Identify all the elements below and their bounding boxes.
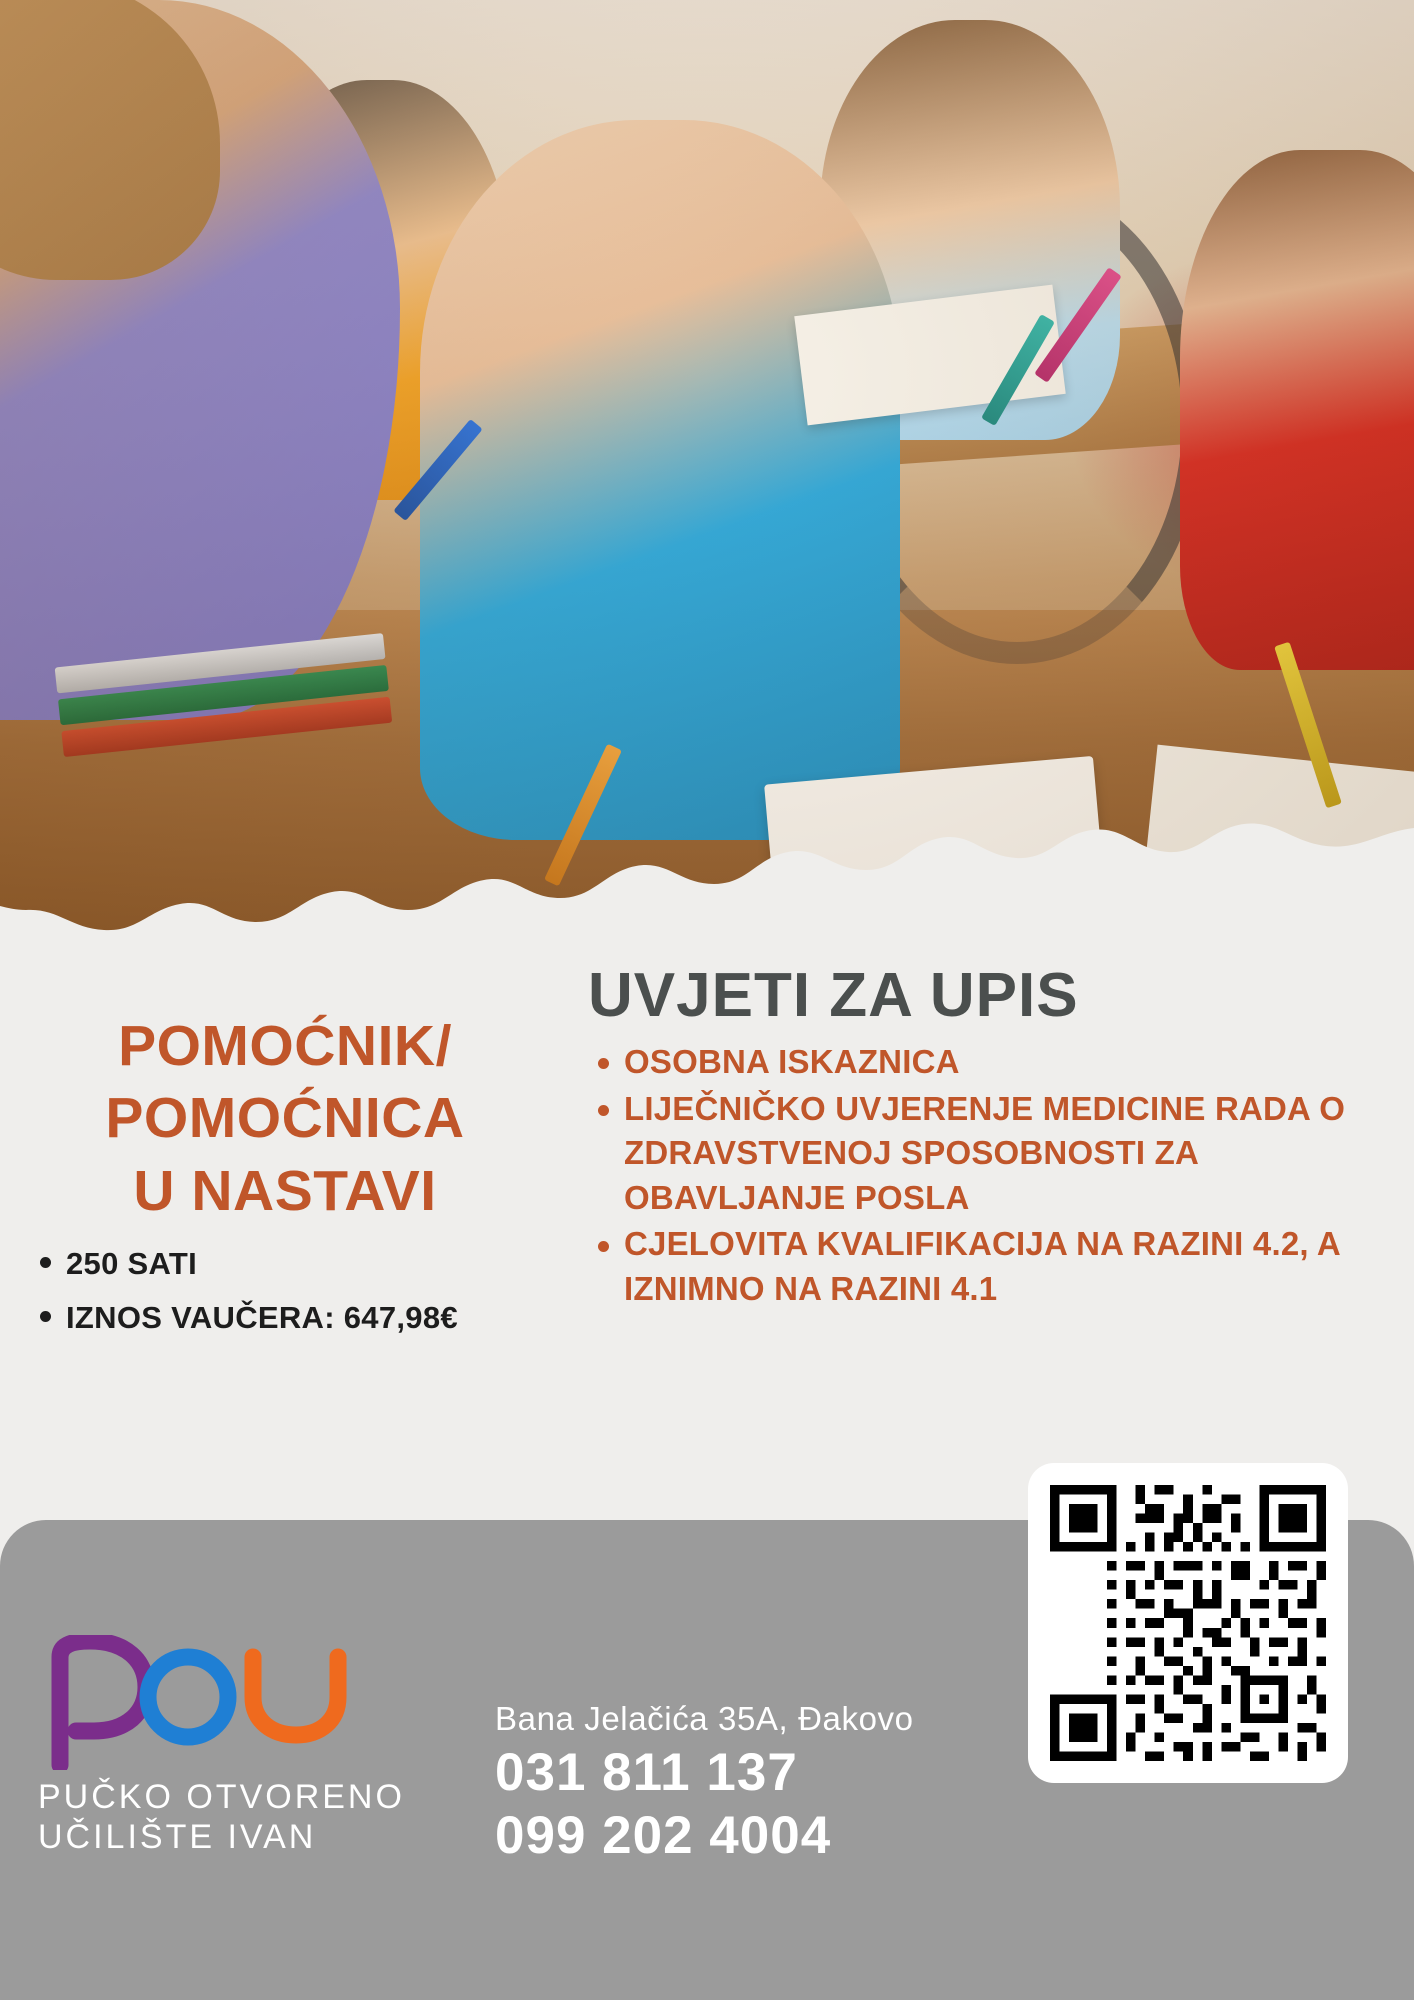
organization-name	[38, 1777, 458, 1857]
list-item: 250 SATI	[66, 1240, 570, 1288]
list-item: OSOBNA ISKAZNICA	[624, 1040, 1388, 1085]
contact-block	[495, 1700, 914, 1867]
qr-code-icon[interactable]	[1050, 1485, 1326, 1761]
photo-overlay	[0, 0, 1414, 940]
pou-logo-icon	[38, 1635, 438, 1770]
program-details	[30, 1240, 570, 1348]
list-item: LIJEČNIČKO UVJERENJE MEDICINE RADA O ZDRAVSTVENOJ SPOSOBNOSTI ZA OBAVLJANJE POSLA	[624, 1087, 1388, 1221]
organization-name-line-2: UČILIŠTE IVAN	[38, 1818, 317, 1857]
organization-logo	[38, 1635, 458, 1857]
classroom-photo	[0, 0, 1414, 940]
admission-requirements-list	[588, 1040, 1388, 1311]
admission-heading: UVJETI ZA UPIS	[588, 961, 1079, 1030]
program-title-line-2: POMOĆNICA	[105, 1086, 465, 1151]
content-band	[0, 940, 1414, 1520]
list-item: IZNOS VAUČERA: 647,98€	[66, 1294, 570, 1342]
program-title-block	[20, 1010, 550, 1227]
program-title-line-3: U NASTAVI	[133, 1158, 437, 1223]
organization-name-line-1: PUČKO OTVORENO	[38, 1778, 405, 1816]
admission-block	[588, 962, 1388, 1313]
qr-code-card[interactable]	[1028, 1463, 1348, 1783]
address-text: Bana Jelačića 35A, Đakovo	[495, 1700, 914, 1737]
phone-number-1[interactable]: 031 811 137	[495, 1743, 798, 1802]
phone-number-2[interactable]: 099 202 4004	[495, 1805, 832, 1865]
program-title	[20, 1010, 550, 1227]
program-title-line-1: POMOĆNIK/	[118, 1014, 452, 1078]
list-item: CJELOVITA KVALIFIKACIJA NA RAZINI 4.2, A IZNIMNO NA RAZINI 4.1	[624, 1222, 1388, 1311]
